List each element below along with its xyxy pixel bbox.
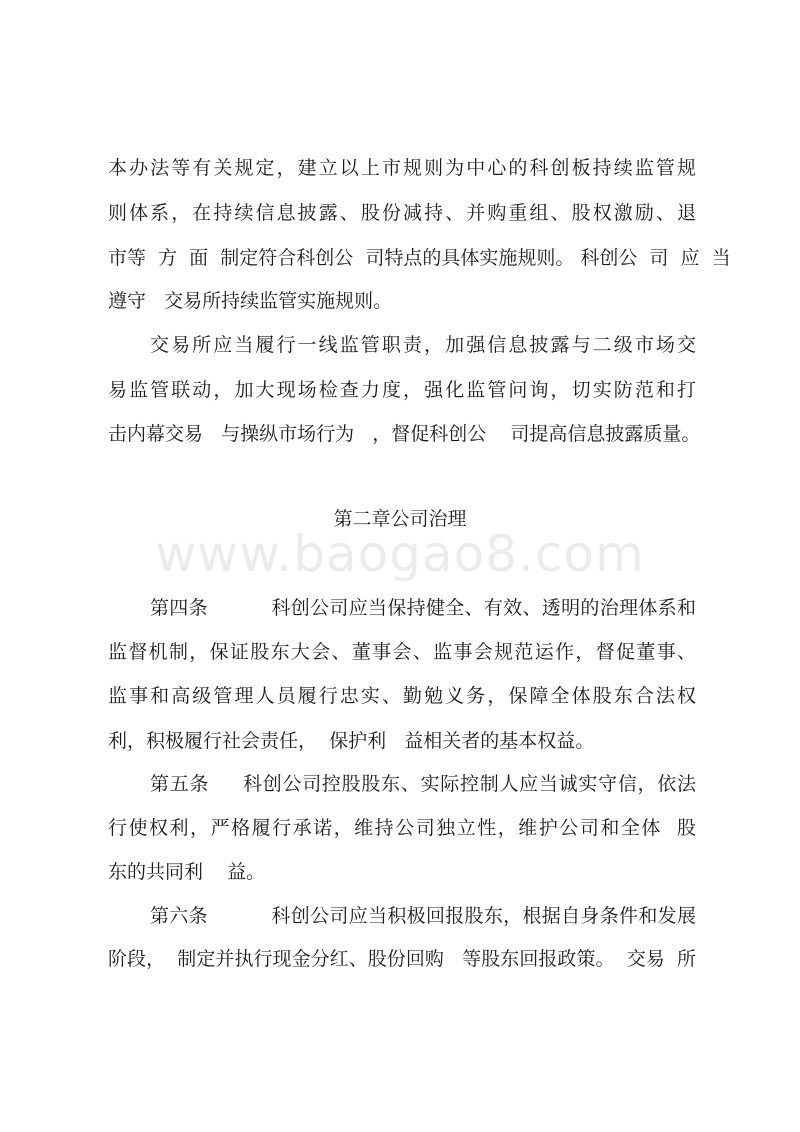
article-line: 东的共同利 益。 (108, 861, 266, 883)
article-line: 监督机制，保证股东大会、董事会、监事会规范运作，督促董事、 (108, 641, 696, 663)
article-line: 阶段， 制定并执行现金分红、股份回购 等股东回报政策。 交易 所 (108, 948, 696, 970)
paragraph-line: 本办法等有关规定，建立以上市规则为中心的科创板持续监管规 (108, 157, 696, 179)
paragraph-line: 易监管联动，加大现场检查力度，强化监管问询，切实防范和打 (108, 379, 696, 401)
article-line: 行使权利，严格履行承诺，维持公司独立性，维护公司和全体 股 (108, 817, 696, 839)
paragraph-line: 遵守 交易所持续监管实施规则。 (108, 290, 393, 312)
paragraph-line: 则体系，在持续信息披露、股份减持、并购重组、股权激励、退 (108, 202, 696, 224)
article-line: 第五条 科创公司控股股东、实际控制人应当诚实守信，依法 (150, 773, 696, 795)
article-line: 第四条 科创公司应当保持健全、有效、透明的治理体系和 (150, 597, 696, 619)
watermark: www.baogao8.com (155, 525, 645, 583)
paragraph-line: 市等 方 面 制定符合科创公 司特点的具体实施规则。 科创公 司 应 当 (108, 247, 731, 269)
paragraph-line: 交易所应当履行一线监管职责，加强信息披露与二级市场交 (150, 334, 696, 356)
chapter-heading: 第二章公司治理 (333, 508, 467, 530)
article-line: 利，积极履行社会责任， 保护利 益相关者的基本权益。 (108, 730, 595, 752)
article-line: 第六条 科创公司应当积极回报股东，根据自身条件和发展 (150, 905, 696, 927)
paragraph-line: 击内幕交易 与操纵市场行为 ，督促科创公 司提高信息披露质量。 (108, 423, 701, 445)
article-line: 监事和高级管理人员履行忠实、勤勉义务，保障全体股东合法权 (108, 685, 696, 707)
